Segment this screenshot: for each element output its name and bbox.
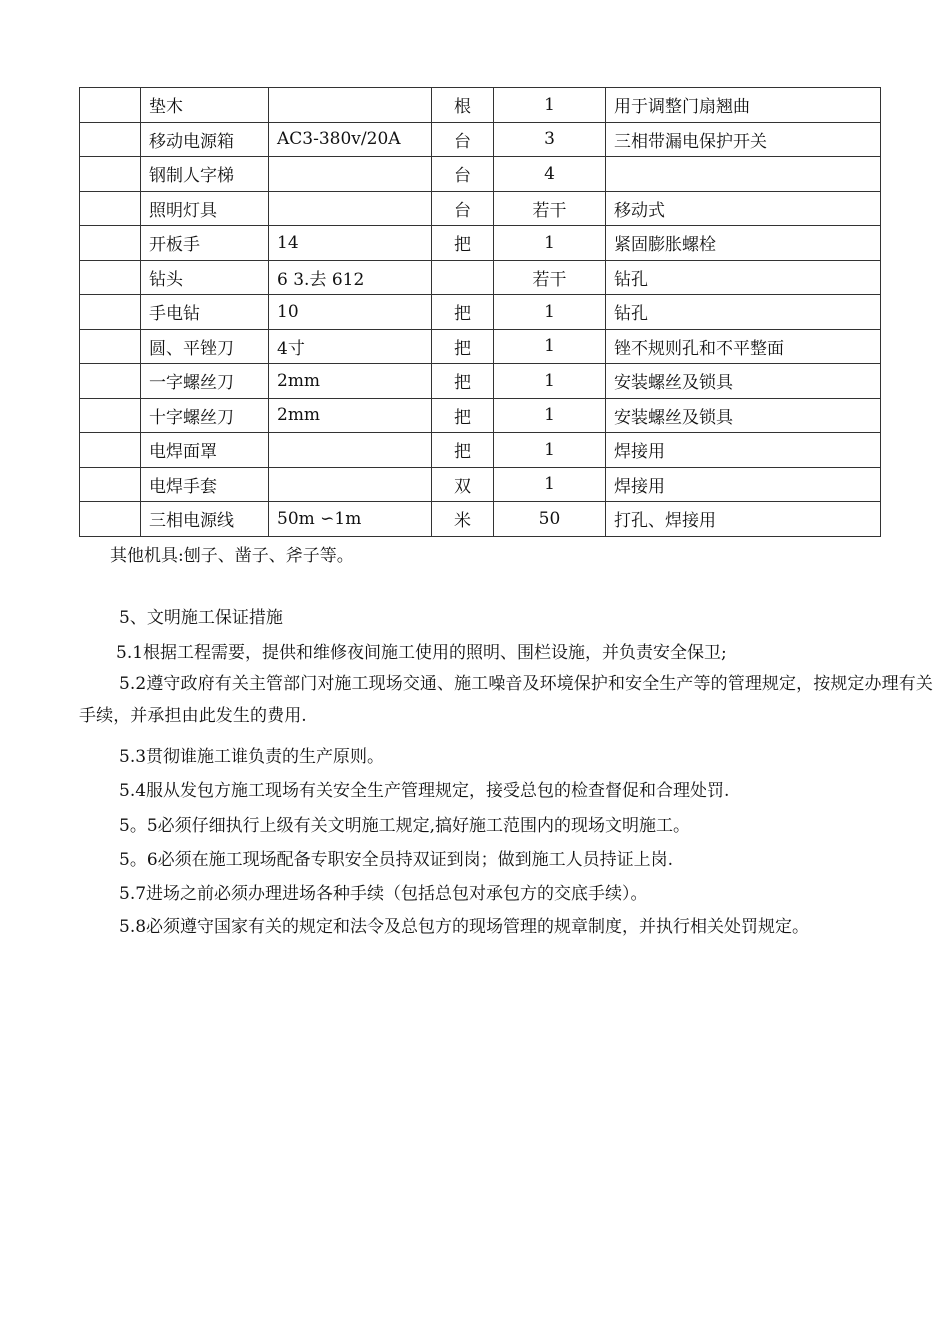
cell-spec xyxy=(269,88,432,123)
cell-remark xyxy=(606,157,881,192)
cell-spec xyxy=(269,157,432,192)
cell-remark: 用于调整门扇翘曲 xyxy=(606,88,881,123)
cell-quantity: 1 xyxy=(494,88,606,123)
cell-tool-name: 一字螺丝刀 xyxy=(141,364,269,399)
table-row xyxy=(80,295,881,330)
cell-unit: 台 xyxy=(432,122,494,157)
cell-remark: 焊接用 xyxy=(606,467,881,502)
cell-quantity: 3 xyxy=(494,122,606,157)
section-heading: 5、文明施工保证措施 xyxy=(119,608,283,628)
table-row xyxy=(80,157,881,192)
cell-tool-name: 移动电源箱 xyxy=(141,122,269,157)
cell-remark: 三相带漏电保护开关 xyxy=(606,122,881,157)
cell-number xyxy=(80,364,141,399)
cell-spec xyxy=(269,191,432,226)
cell-tool-name: 开板手 xyxy=(141,226,269,261)
cell-remark: 安装螺丝及锁具 xyxy=(606,364,881,399)
cell-tool-name: 垫木 xyxy=(141,88,269,123)
table-row xyxy=(80,502,881,537)
cell-spec: 14 xyxy=(269,226,432,261)
cell-tool-name: 钢制人字梯 xyxy=(141,157,269,192)
cell-quantity: 1 xyxy=(494,329,606,364)
cell-unit xyxy=(432,260,494,295)
cell-remark: 打孔、焊接用 xyxy=(606,502,881,537)
section-item-5-2: 5.2遵守政府有关主管部门对施工现场交通、施工噪音及环境保护和安全生产等的管理规定，按规定办理有关手续，并承担由此发生的费用. xyxy=(79,674,933,726)
cell-tool-name: 电焊手套 xyxy=(141,467,269,502)
section-item-5-8: 5.8必须遵守国家有关的规定和法令及总包方的现场管理的规章制度，并执行相关处罚规定。 xyxy=(119,917,810,937)
cell-quantity: 1 xyxy=(494,295,606,330)
cell-tool-name: 圆、平锉刀 xyxy=(141,329,269,364)
cell-quantity: 1 xyxy=(494,226,606,261)
cell-number xyxy=(80,295,141,330)
cell-unit: 根 xyxy=(432,88,494,123)
cell-unit: 台 xyxy=(432,157,494,192)
cell-spec: 10 xyxy=(269,295,432,330)
table-row xyxy=(80,329,881,364)
section-item-5-5: 5。5必须仔细执行上级有关文明施工规定,搞好施工范围内的现场文明施工。 xyxy=(119,816,691,836)
cell-number xyxy=(80,467,141,502)
cell-number xyxy=(80,157,141,192)
cell-number xyxy=(80,191,141,226)
cell-spec: 4寸 xyxy=(269,329,432,364)
cell-unit: 把 xyxy=(432,433,494,468)
table-row xyxy=(80,364,881,399)
table-row xyxy=(80,433,881,468)
table-row xyxy=(80,122,881,157)
cell-remark: 钻孔 xyxy=(606,260,881,295)
cell-number xyxy=(80,226,141,261)
cell-remark: 焊接用 xyxy=(606,433,881,468)
table-row xyxy=(80,88,881,123)
cell-quantity: 1 xyxy=(494,398,606,433)
cell-number xyxy=(80,433,141,468)
cell-unit: 把 xyxy=(432,295,494,330)
cell-tool-name: 电焊面罩 xyxy=(141,433,269,468)
table-row xyxy=(80,226,881,261)
cell-quantity: 1 xyxy=(494,467,606,502)
cell-unit: 把 xyxy=(432,329,494,364)
cell-unit: 把 xyxy=(432,398,494,433)
cell-tool-name: 照明灯具 xyxy=(141,191,269,226)
cell-spec xyxy=(269,433,432,468)
table-row xyxy=(80,467,881,502)
cell-quantity: 若干 xyxy=(494,191,606,226)
cell-unit: 双 xyxy=(432,467,494,502)
tools-table xyxy=(79,87,881,537)
tools-table-body xyxy=(80,88,881,537)
cell-number xyxy=(80,502,141,537)
cell-spec: AC3-380v/20A xyxy=(269,122,432,157)
table-row xyxy=(80,191,881,226)
cell-tool-name: 三相电源线 xyxy=(141,502,269,537)
cell-number xyxy=(80,329,141,364)
section-item-5-3: 5.3贯彻谁施工谁负责的生产原则。 xyxy=(119,747,385,767)
cell-quantity: 1 xyxy=(494,433,606,468)
cell-spec: 2mm xyxy=(269,364,432,399)
section-item-5-1: 5.1根据工程需要，提供和维修夜间施工使用的照明、围栏设施，并负责安全保卫; xyxy=(116,643,727,663)
cell-number xyxy=(80,88,141,123)
cell-spec: 2mm xyxy=(269,398,432,433)
section-item-5-4: 5.4服从发包方施工现场有关安全生产管理规定，接受总包的检查督促和合理处罚. xyxy=(119,781,730,801)
table-row xyxy=(80,260,881,295)
cell-remark: 锉不规则孔和不平整面 xyxy=(606,329,881,364)
cell-spec: 6 3.去 612 xyxy=(269,260,432,295)
cell-number xyxy=(80,398,141,433)
section-item-5-6: 5。6必须在施工现场配备专职安全员持双证到岗；做到施工人员持证上岗. xyxy=(119,850,674,870)
cell-quantity: 1 xyxy=(494,364,606,399)
cell-quantity: 50 xyxy=(494,502,606,537)
table-row xyxy=(80,398,881,433)
cell-unit: 台 xyxy=(432,191,494,226)
other-tools-note: 其他机具:刨子、凿子、斧子等。 xyxy=(110,546,354,566)
cell-remark: 安装螺丝及锁具 xyxy=(606,398,881,433)
cell-quantity: 若干 xyxy=(494,260,606,295)
cell-remark: 移动式 xyxy=(606,191,881,226)
cell-remark: 钻孔 xyxy=(606,295,881,330)
cell-number xyxy=(80,260,141,295)
cell-remark: 紧固膨胀螺栓 xyxy=(606,226,881,261)
cell-spec xyxy=(269,467,432,502)
cell-tool-name: 十字螺丝刀 xyxy=(141,398,269,433)
cell-tool-name: 钻头 xyxy=(141,260,269,295)
cell-spec: 50m ∽1m xyxy=(269,502,432,537)
cell-unit: 米 xyxy=(432,502,494,537)
section-item-5-7: 5.7进场之前必须办理进场各种手续（包括总包对承包方的交底手续）。 xyxy=(119,884,648,904)
cell-unit: 把 xyxy=(432,226,494,261)
cell-tool-name: 手电钻 xyxy=(141,295,269,330)
cell-unit: 把 xyxy=(432,364,494,399)
cell-quantity: 4 xyxy=(494,157,606,192)
cell-number xyxy=(80,122,141,157)
